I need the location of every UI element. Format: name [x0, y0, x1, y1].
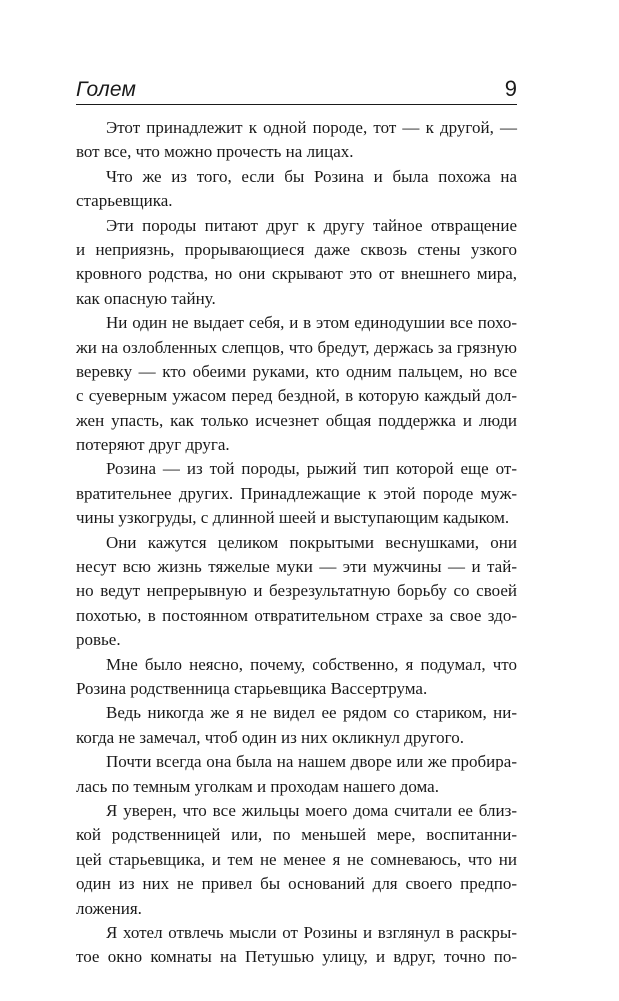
paragraph: [76, 531, 517, 653]
page-number: 9: [504, 76, 517, 101]
paragraph: [76, 799, 517, 921]
text-line: Розина — из той породы, рыжий тип которой еще от-: [106, 459, 517, 479]
text-line: Почти всегда она была на нашем дворе или же пробира-: [106, 752, 517, 772]
text-line: как опасную тайну.: [76, 288, 216, 308]
text-line: веревку — кто обеими руками, кто одним пальцем, но все: [76, 361, 517, 381]
text-line: тое окно комнаты на Петушью улицу, и вдруг, точно по-: [76, 947, 517, 967]
text-line: Они кажутся целиком покрытыми веснушками, они: [106, 532, 517, 552]
paragraph: [76, 457, 517, 530]
running-title: Голем: [76, 78, 137, 101]
text-line: вратительнее других. Принадлежащие к этой породе муж-: [76, 483, 517, 503]
running-head: [76, 72, 517, 100]
paragraph: [76, 311, 517, 457]
text-line: жи на озлобленных слепцов, что бредут, держась за грязную: [76, 337, 517, 357]
text-line: но ведут непрерывную и безрезультатную борьбу со своей: [76, 581, 517, 601]
paragraph: [76, 653, 517, 702]
text-line: Что же из того, если бы Розина и была похожа на: [106, 166, 517, 186]
paragraph: [76, 701, 517, 750]
text-line: Я уверен, что все жильцы моего дома считали ее близ-: [106, 800, 517, 820]
text-line: ровье.: [76, 630, 121, 650]
text-line: и неприязнь, прорывающиеся даже сквозь стены узкого: [76, 239, 517, 259]
text-line: кой родственницей или, по меньшей мере, воспитанни-: [76, 825, 517, 845]
text-line: цей старьевщика, и тем не менее я не сомневаюсь, что ни: [76, 849, 517, 869]
text-line: несут всю жизнь тяжелые муки — эти мужчины — и тай-: [76, 557, 517, 577]
text-line: вот все, что можно прочесть на лицах.: [76, 142, 354, 162]
paragraph: [76, 165, 517, 214]
text-line: Розина родственница старьевщика Вассертрума.: [76, 678, 428, 698]
header-rule: [76, 104, 517, 105]
text-line: когда не замечал, чтоб один из них окликнул другого.: [76, 727, 464, 747]
text-line: Мне было неясно, почему, собственно, я подумал, что: [106, 654, 517, 674]
text-line: Ни один не выдает себя, и в этом единодушии все похо-: [106, 313, 517, 333]
text-line: жен упасть, как только исчезнет общая поддержка и люди: [76, 410, 517, 430]
text-line: ложения.: [76, 898, 142, 918]
paragraph: [76, 921, 517, 970]
paragraph: [76, 116, 517, 165]
text-line: потеряют друг друга.: [76, 435, 230, 455]
text-line: Эти породы питают друг к другу тайное отвращение: [106, 215, 517, 235]
text-line: лась по темным уголкам и проходам нашего дома.: [76, 776, 439, 796]
text-line: один из них не привел бы оснований для своего предпо-: [76, 874, 517, 894]
body-text: [76, 116, 517, 970]
text-line: с суеверным ужасом перед бездной, в которую каждый дол-: [76, 386, 517, 406]
text-line: Ведь никогда же я не видел ее рядом со стариком, ни-: [106, 703, 517, 723]
text-line: Я хотел отвлечь мысли от Розины и взглянул в раскры-: [106, 922, 517, 942]
text-line: кровного родства, но они скрывают это от внешнего мира,: [76, 264, 517, 284]
text-line: чины узкогруды, с длинной шеей и выступающим кадыком.: [76, 508, 510, 528]
text-line: похотью, в постоянном отвратительном страхе за свое здо-: [76, 605, 517, 625]
text-line: Этот принадлежит к одной породе, тот — к другой, —: [106, 118, 517, 137]
paragraph: [76, 750, 517, 799]
text-line: старьевщика.: [76, 191, 173, 211]
paragraph: [76, 214, 517, 312]
